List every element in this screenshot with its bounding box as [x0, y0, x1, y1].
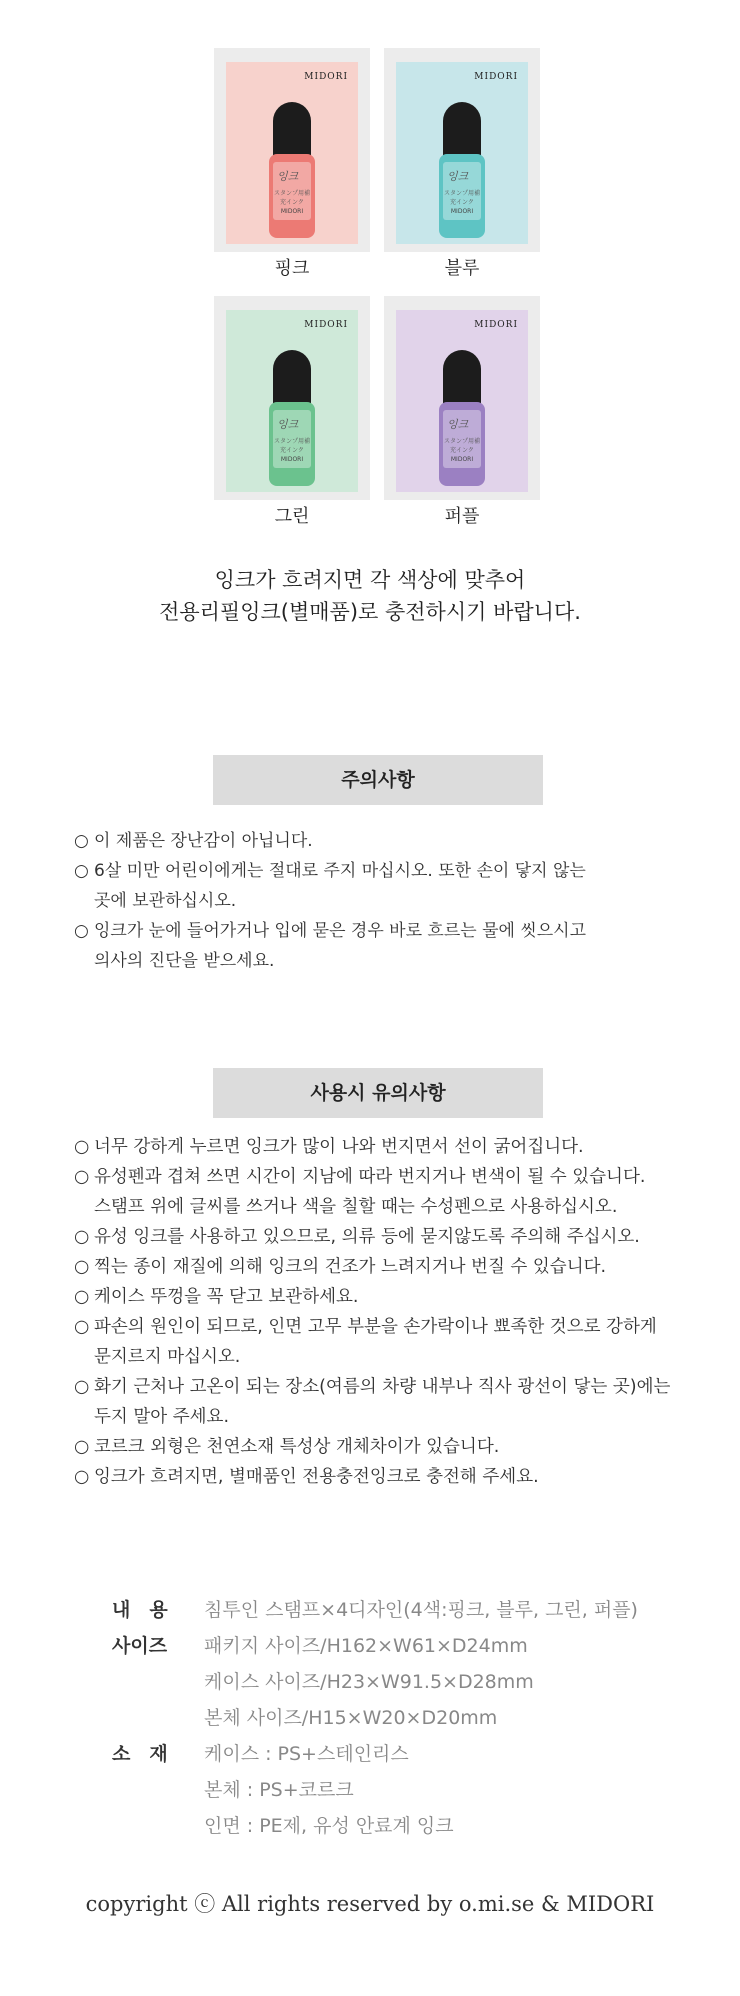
caution-title: 주의사항: [213, 755, 543, 805]
product-name-pink: 핑크: [274, 258, 310, 279]
list-item-text: 문지르지 마십시오.: [94, 1347, 241, 1367]
bullet-circle-icon: ○: [74, 1467, 90, 1487]
list-item: [74, 1252, 714, 1282]
list-item-text: 곳에 보관하십시오.: [94, 891, 237, 911]
spec-value: 케이스 사이즈/H23×W91.5×D28mm: [204, 1671, 534, 1693]
spec-key-size: 사이즈: [112, 1635, 168, 1657]
list-item-text: 두지 말아 주세요.: [94, 1407, 230, 1427]
bottle: 잉크 スタンプ用補充インク MIDORI: [269, 154, 315, 238]
bottle-cap: [443, 102, 481, 160]
bullet-circle-icon: ○: [74, 1287, 90, 1307]
bullet-circle-icon: ○: [74, 1437, 90, 1457]
brand-logo: MIDORI: [474, 320, 518, 330]
product-image-green: [226, 310, 358, 492]
list-item-text: 파손의 원인이 되므로, 인면 고무 부분을 손가락이나 뾰족한 것으로 강하게: [94, 1317, 657, 1337]
bullet-circle-icon: ○: [74, 861, 89, 881]
list-item-text: 너무 강하게 누르면 잉크가 많이 나와 번지면서 선이 굵어집니다.: [94, 1137, 584, 1157]
list-item-text: 유성 잉크를 사용하고 있으므로, 의류 등에 묻지않도록 주의해 주십시오.: [94, 1227, 640, 1247]
spec-value: 패키지 사이즈/H162×W61×D24mm: [204, 1635, 528, 1657]
bottle-cap: [273, 350, 311, 408]
list-item: [74, 1222, 714, 1252]
usage-title: 사용시 유의사항: [213, 1068, 543, 1118]
product-card-green: [214, 296, 370, 500]
bottle-cap: [273, 102, 311, 160]
bottle-cap: [443, 350, 481, 408]
product-card-blue: [384, 48, 540, 252]
list-item-text: 화기 근처나 고온이 되는 장소(여름의 차량 내부나 직사 광선이 닿는 곳)에는: [94, 1377, 671, 1397]
product-image-purple: [396, 310, 528, 492]
caution-list: [74, 826, 714, 976]
brand-logo: MIDORI: [474, 72, 518, 82]
list-item-text: 잉크가 눈에 들어가거나 입에 묻은 경우 바로 흐르는 물에 씻으시고: [94, 921, 587, 941]
list-item-text: 잉크가 흐려지면, 별매품인 전용충전잉크로 충전해 주세요.: [94, 1467, 539, 1487]
bullet-circle-icon: ○: [74, 921, 89, 941]
list-item: [74, 826, 714, 856]
list-item-text: 코르크 외형은 천연소재 특성상 개체차이가 있습니다.: [94, 1437, 500, 1457]
refill-notice-line1: 잉크가 흐려지면 각 색상에 맞추어: [214, 568, 526, 592]
list-item: [74, 1282, 714, 1312]
spec-value: 인면 : PE제, 유성 안료계 잉크: [204, 1815, 454, 1837]
list-item-text: 유성펜과 겹쳐 쓰면 시간이 지남에 따라 번지거나 변색이 될 수 있습니다.: [94, 1167, 646, 1187]
list-item-text: 의사의 진단을 받으세요.: [94, 951, 275, 971]
product-image-pink: [226, 62, 358, 244]
list-item: [74, 1462, 714, 1492]
list-item-text: 이 제품은 장난감이 아닙니다.: [94, 831, 313, 851]
list-item: [74, 1162, 714, 1222]
product-name-blue: 블루: [444, 258, 480, 279]
product-name-green: 그린: [274, 506, 310, 527]
copyright: copyright ⓒ All rights reserved by o.mi.se & MIDORI: [85, 1892, 655, 1916]
list-item: [74, 1432, 714, 1462]
spec-row-size: [112, 1628, 638, 1736]
bottle: 잉크 スタンプ用補充インク MIDORI: [269, 402, 315, 486]
product-image-blue: [396, 62, 528, 244]
usage-list: [74, 1132, 714, 1492]
bullet-circle-icon: ○: [74, 1317, 90, 1337]
spec-table: [112, 1592, 638, 1844]
spec-value: 본체 : PS+코르크: [204, 1779, 354, 1801]
bullet-circle-icon: ○: [74, 831, 89, 851]
list-item: [74, 1372, 714, 1432]
spec-key-contents: 내 용: [112, 1599, 168, 1621]
product-card-purple: [384, 296, 540, 500]
bottle: 잉크 スタンプ用補充インク MIDORI: [439, 402, 485, 486]
list-item-text: 6살 미만 어린이에게는 절대로 주지 마십시오. 또한 손이 닿지 않는: [94, 861, 586, 881]
list-item: [74, 1312, 714, 1372]
spec-row-material: [112, 1736, 638, 1844]
list-item: [74, 856, 714, 916]
spec-key-material: 소 재: [112, 1743, 168, 1765]
list-item-text: 스탬프 위에 글씨를 쓰거나 색을 칠할 때는 수성펜으로 사용하십시오.: [94, 1197, 618, 1217]
list-item-text: 케이스 뚜껑을 꼭 닫고 보관하세요.: [94, 1287, 359, 1307]
bullet-circle-icon: ○: [74, 1167, 90, 1187]
spec-values-contents: [204, 1592, 638, 1628]
list-item: [74, 916, 714, 976]
refill-notice-line2: 전용리필잉크(별매품)로 충전하시기 바랍니다.: [159, 600, 581, 624]
list-item-text: 찍는 종이 재질에 의해 잉크의 건조가 느려지거나 번질 수 있습니다.: [94, 1257, 607, 1277]
refill-notice: [0, 564, 740, 628]
spec-values-size: [204, 1628, 534, 1736]
spec-value: 케이스 : PS+스테인리스: [204, 1743, 409, 1765]
bullet-circle-icon: ○: [74, 1227, 90, 1247]
spec-value: 침투인 스탬프×4디자인(4색:핑크, 블루, 그린, 퍼플): [204, 1599, 638, 1621]
bullet-circle-icon: ○: [74, 1377, 90, 1397]
product-name-purple: 퍼플: [444, 506, 480, 527]
list-item: [74, 1132, 714, 1162]
bullet-circle-icon: ○: [74, 1137, 90, 1157]
brand-logo: MIDORI: [304, 320, 348, 330]
brand-logo: MIDORI: [304, 72, 348, 82]
product-card-pink: [214, 48, 370, 252]
bullet-circle-icon: ○: [74, 1257, 90, 1277]
bottle: 잉크 スタンプ用補充インク MIDORI: [439, 154, 485, 238]
spec-value: 본체 사이즈/H15×W20×D20mm: [204, 1707, 498, 1729]
spec-values-material: [204, 1736, 454, 1844]
spec-row-contents: [112, 1592, 638, 1628]
